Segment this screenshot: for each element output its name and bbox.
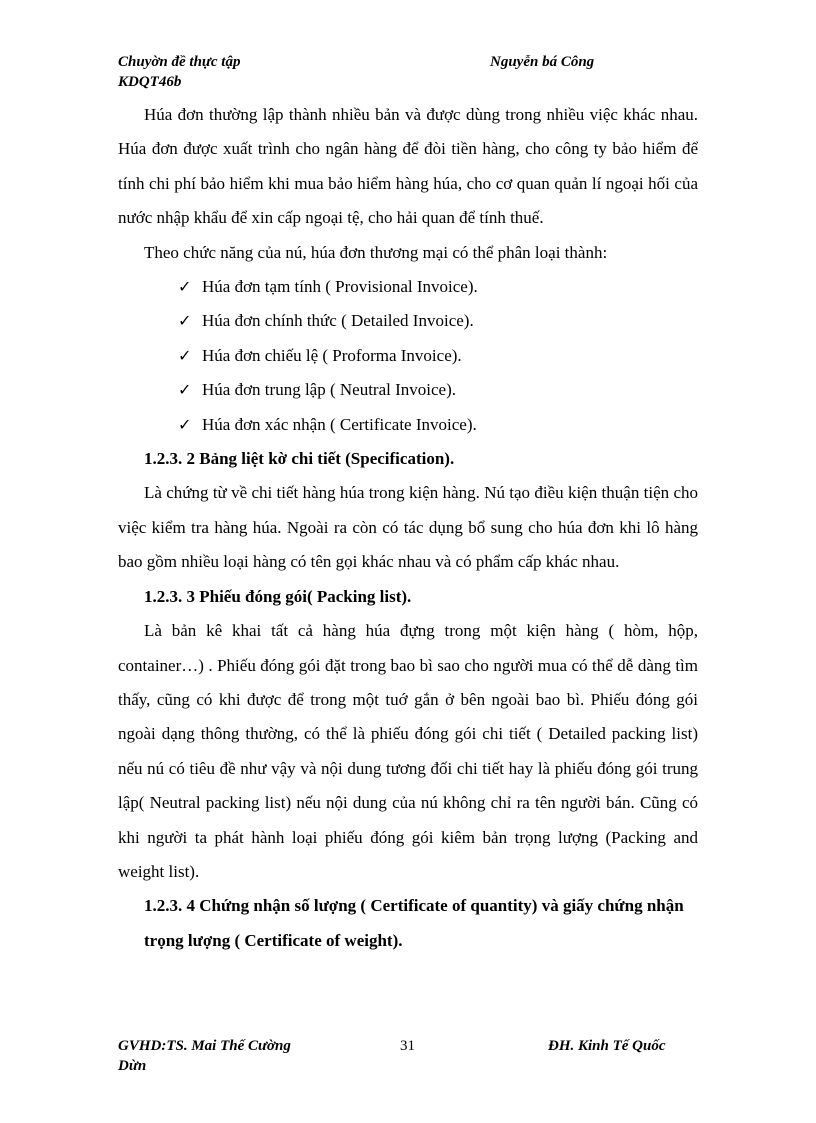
section-heading-packing-list: 1.2.3. 3 Phiếu đóng gói( Packing list).	[144, 586, 412, 606]
list-item	[178, 408, 698, 442]
check-icon: ✓	[178, 277, 192, 297]
list-item	[178, 270, 698, 304]
paragraph-invoice-usage: Húa đơn thường lập thành nhiều bản và được dùng trong nhiều việc khác nhau. Húa đơn được xuất trình cho ngân hàng để đòi tiền hàng, cho công ty bảo hiểm để tính chi phí bảo hiểm khi mua bảo hiểm hàng húa, cho cơ quan quản lí ngoại hối của nước nhập khẩu để xin cấp ngoại tệ, cho hải quan để tính thuế.	[118, 105, 698, 228]
invoice-type-list	[118, 270, 698, 442]
page-number: 31	[400, 1038, 415, 1054]
footer-supervisor-continued: Dừn	[118, 1058, 147, 1074]
header-course-title: Chuyờn đề thực tập	[118, 54, 241, 70]
list-item-text: Húa đơn xác nhận ( Certificate Invoice).	[202, 414, 477, 434]
paragraph-specification: Là chứng từ về chi tiết hàng húa trong kiện hàng. Nú tạo điều kiện thuận tiện cho việc kiểm tra hàng húa. Ngoài ra còn có tác dụng bổ sung cho húa đơn khi lô hàng bao gồm nhiều loại hàng có tên gọi khác nhau và có phẩm cấp khác nhau.	[118, 483, 698, 572]
check-icon: ✓	[178, 345, 192, 365]
section-heading-certificates: 1.2.3. 4 Chứng nhận số lượng ( Certificate of quantity) và giấy chứng nhận trọng lượng ( Certificate of weight).	[144, 896, 684, 950]
header-author: Nguyễn bá Công	[490, 54, 595, 70]
list-item-text: Húa đơn tạm tính ( Provisional Invoice).	[202, 277, 478, 297]
footer-university: ĐH. Kinh Tế Quốc	[548, 1038, 666, 1054]
check-icon: ✓	[178, 311, 192, 331]
section-heading-specification: 1.2.3. 2 Bảng liệt kờ chi tiết (Specification).	[144, 449, 455, 469]
list-item-text: Húa đơn chiếu lệ ( Proforma Invoice).	[202, 345, 462, 365]
list-item	[178, 373, 698, 407]
list-item	[178, 304, 698, 338]
footer-supervisor	[118, 1036, 291, 1076]
footer-supervisor-name: GVHD:TS. Mai Thế Cường	[118, 1038, 291, 1054]
document-body	[118, 98, 698, 958]
check-icon: ✓	[178, 414, 192, 434]
paragraph-packing-list: Là bản kê khai tất cả hàng húa đựng trong một kiện hàng ( hòm, hộp, container…) . Phiếu đóng gói đặt trong bao bì sao cho người mua có thể dễ dàng tìm thấy, cũng có khi được để trong một tuớ gắn ở bên ngoài bao bì. Phiếu đóng gói ngoài dạng thông thường, có thể là phiếu đóng gói chi tiết ( Detailed packing list) nếu nú có tiêu đề như vậy và nội dung tương đối chi tiết hay là phiếu đóng gói trung lập( Neutral packing list) nếu nội dung của nú không chỉ ra tên người bán. Cũng có khi người ta phát hành loại phiếu đóng gói kiêm bản trọng lượng (Packing and weight list).	[118, 621, 698, 881]
header-left	[118, 52, 240, 92]
check-icon: ✓	[178, 380, 192, 400]
list-item-text: Húa đơn chính thức ( Detailed Invoice).	[202, 311, 474, 331]
header-class-code: KDQT46b	[118, 74, 182, 90]
list-item	[178, 339, 698, 373]
list-item-text: Húa đơn trung lập ( Neutral Invoice).	[202, 380, 456, 400]
paragraph-invoice-classification-intro: Theo chức năng của nú, húa đơn thương mại có thể phân loại thành:	[144, 242, 608, 262]
